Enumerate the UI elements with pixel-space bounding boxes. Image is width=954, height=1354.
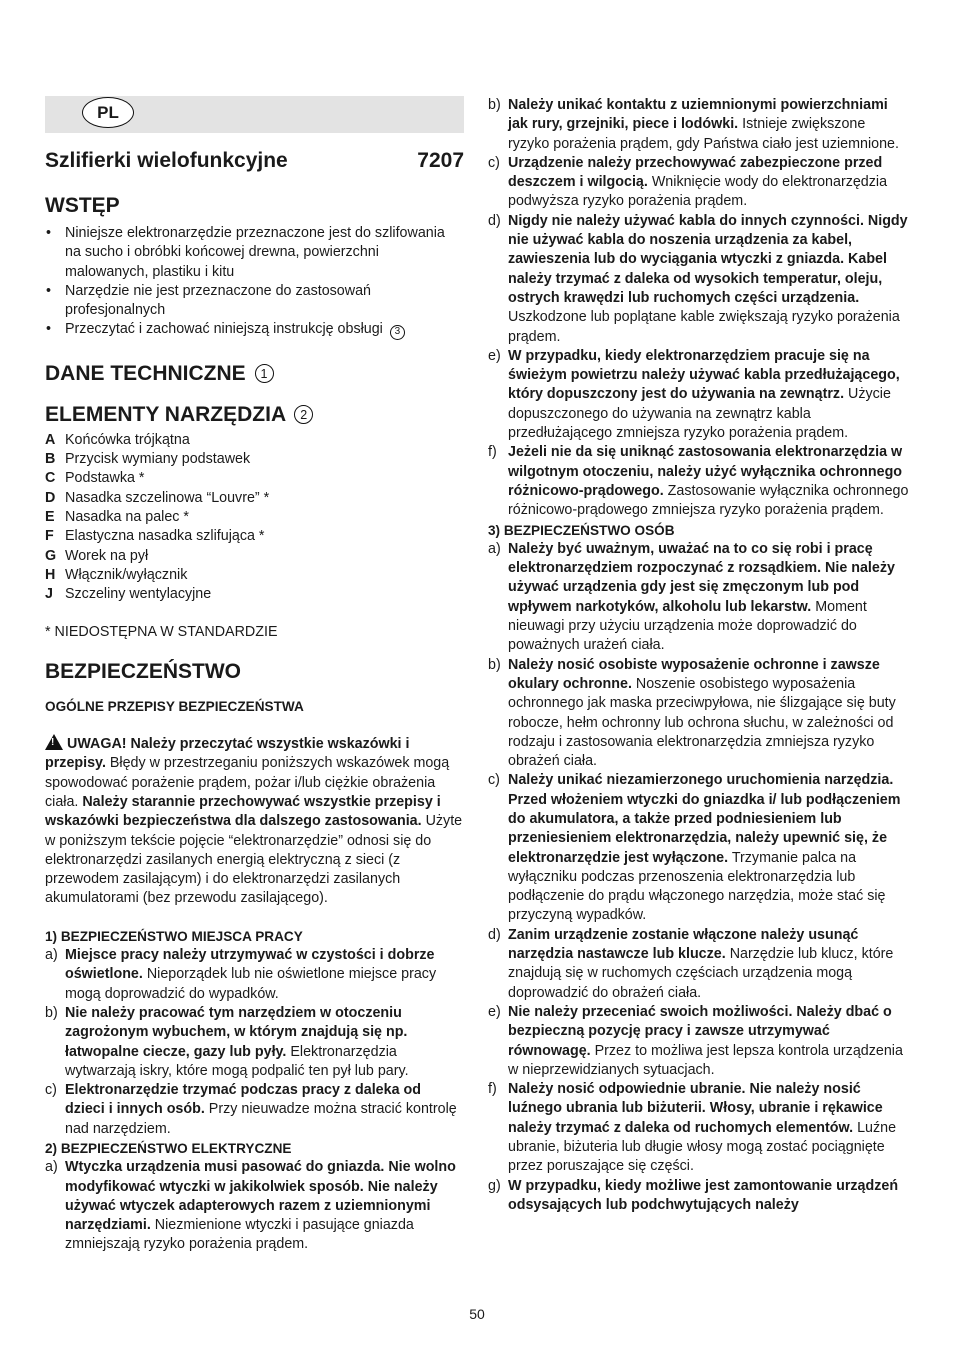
list-item: f) Należy nosić odpowiednie ubranie. Nie należy nosić luźnego ubrania lub biżuterii. Włosy, ubranie i rękawice należy trzymać z daleka od ruchomych elementów. Luźne ubranie, biżuteria lub długie włosy mogą zostać pociągnięte przez poruszające się części. — [488, 1081, 897, 1175]
heading-tech-data: DANE TECHNICZNE 1 — [45, 361, 464, 387]
list-item: D Nasadka szczelinowa “Louvre” * — [45, 489, 270, 506]
list-item: A Końcówka trójkątna — [45, 431, 190, 448]
list-item: F Elastyczna nasadka szlifująca * — [45, 528, 265, 545]
figure-ref-1: 1 — [255, 364, 274, 383]
list-item: d) Zanim urządzenie zostanie włączone należy usunąć narzędzia nastawcze lub klucze. Narzędzie lub klucz, które znajdują się w ruchomych częściach urządzenia mogą doprowadzić do obrażeń ciała. — [488, 926, 894, 1001]
figure-ref-3: 3 — [390, 325, 405, 340]
not-standard-note: * NIEDOSTĘPNA W STANDARDZIE — [45, 624, 278, 641]
list-item: H Włącznik/wyłącznik — [45, 566, 188, 583]
heading-elements: ELEMENTY NARZĘDZIA 2 — [45, 402, 464, 428]
page-number: 50 — [469, 1306, 485, 1322]
intro-list — [45, 224, 464, 340]
section-personal-title: 3) BEZPIECZEŃSTWO OSÓB — [488, 522, 675, 538]
general-rules-title: OGÓLNE PRZEPISY BEZPIECZEŃSTWA — [45, 698, 304, 714]
list-item: a) Należy być uważnym, uważać na to co się robi i pracę elektronarzędziem rozpoczynać z rozsądkiem. Nie należy używać urządzenia gdy jest się zmęczonym lub pod wpływem narkotyków, alkoholu lub lekarstw. Moment nieuwagi przy użyciu urządzenia może doprowadzić do poważnych urażeń ciała. — [488, 540, 895, 654]
list-item: b) Należy nosić osobiste wyposażenie ochronne i zawsze okulary ochronne. Noszenie osobistego wyposażenia ochronnego jak maska przeciwpyłowa, nie ślizgające się buty robocze, hełm ochronny lub ochrona słuchu, w zależności od rodzaju i zastosowania elektronarzędzia zmniejsza ryzyko obrażeń ciała. — [488, 656, 896, 770]
language-badge: PL — [82, 97, 134, 128]
document-title: Szlifierki wielofunkcyjne — [45, 149, 288, 172]
list-item: • Przeczytać i zachować niniejszą instrukcję obsługi 3 — [45, 320, 464, 339]
list-item: a) Wtyczka urządzenia musi pasować do gniazda. Nie wolno modyfikować wtyczki w jakikolwiek sposób. Nie należy używać wtyczek adapterowych razem z uziemnionymi narzędziami. Niezmienione wtyczki i pasujące gniazda zmniejszają ryzyko porażenia prądem. — [45, 1159, 456, 1253]
list-item: g) W przypadku, kiedy możliwe jest zamontowanie urządzeń odsysających lub podchwytujących należy — [488, 1177, 899, 1213]
list-item: E Nasadka na palec * — [45, 508, 189, 525]
list-item: J Szczeliny wentylacyjne — [45, 586, 212, 603]
list-item: c) Elektronarzędzie trzymać podczas pracy z daleka od dzieci i innych osób. Przy nieuwadze można stracić kontrolę nad narzędziem. — [45, 1082, 457, 1137]
list-item: c) Urządzenie należy przechowywać zabezpieczone przed deszczem i wilgocią. Wniknięcie wody do elektronarzędzia podwyższa ryzyko porażenia prądem. — [488, 154, 888, 210]
list-item: • Narzędzie nie jest przeznaczone do zastosowań profesjonalnych — [45, 282, 464, 321]
list-item: • Niniejsze elektronarzędzie przeznaczone jest do szlifowania na sucho i obróbki końcowej drewna, powierzchni malowanych, plastiku i kitu — [45, 224, 464, 282]
section-electrical-title: 2) BEZPIECZEŃSTWO ELEKTRYCZNE — [45, 1140, 292, 1156]
right-column — [488, 96, 910, 1215]
list-item: e) Nie należy przeceniać swoich możliwości. Należy dbać o bezpieczną pozycję pracy i zawsze utrzymywać równowagę. Przez to możliwa jest lepsza kontrola urządzenia w nieprzewidzianych sytuacjach. — [488, 1003, 903, 1078]
list-item: b) Należy unikać kontaktu z uziemnionymi powierzchniami jak rury, grzejniki, piece i lodówki. Istnieje zwiększone ryzyko porażenia prądem, gdy Państwa ciało jest uziemnione. — [488, 97, 899, 152]
list-item: b) Nie należy pracować tym narzędziem w otoczeniu zagrożonym wybuchem, w którym znajdują się np. łatwopalne ciecze, gazy lub pyły. Elektronarzędzia wytwarzają iskry, które mogą podpalić ten pył lub pary. — [45, 1004, 409, 1079]
section-work-area-title: 1) BEZPIECZEŃSTWO MIEJSCA PRACY — [45, 928, 303, 944]
list-item: d) Nigdy nie należy używać kabla do innych czynności. Nigdy nie używać kabla do noszenia urządzenia za kabel, zawieszenia lub do wyciągania wtyczki z gniazda. Kabel należy trzymać z daleka od wysokich temperatur, oleju, ostrych krawędzi lub ruchomych części urządzenia. Uszkodzone lub poplątane kable zwiększają ryzyko porażenia prądem. — [488, 212, 908, 345]
list-item: G Worek na pył — [45, 547, 149, 564]
left-column — [45, 96, 464, 1255]
parts-list — [45, 431, 464, 605]
list-item: e) W przypadku, kiedy elektronarzędziem pracuje się na świeżym powietrzu należy używać kabla przedłużającego, który dopuszczony jest do używania na zewnątrz. Użycie dopuszczonego do używania na zewnątrz kabla przedłużającego zmniejsza ryzyko porażenia prądem. — [488, 347, 900, 442]
warning-icon — [45, 734, 63, 750]
figure-ref-2: 2 — [294, 405, 313, 424]
list-item: a) Miejsce pracy należy utrzymywać w czystości i dobrze oświetlone. Nieporządek lub nie oświetlone miejsce pracy mogą doprowadzić do wypadków. — [45, 947, 437, 1002]
list-item: c) Należy unikać niezamierzonego uruchomienia narzędzia. Przed włożeniem wtyczki do gniazdka i/ lub podłączeniem do akumulatora, a także przed podniesieniem lub przeniesieniem elektronarzędzia, należy upewnić się, że elektronarzędzie jest wyłączone. Trzymanie palca na wyłączniku podczas przenoszenia elektronarzędzia lub podłączenie do prądu włączonego narzędzia, może stać się przyczyną wypadków. — [488, 772, 901, 924]
list-item: C Podstawka * — [45, 470, 145, 487]
list-item: f) Jeżeli nie da się uniknąć zastosowania elektronarzędzia w wilgotnym otoczeniu, należy użyć wyłącznika ochronnego różnicowo-prądowego. Zastosowanie wyłącznika ochronnego różnicowo-prądowego zmniejsza ryzyko porażenia prądem. — [488, 444, 909, 519]
language-bar — [45, 96, 464, 133]
document-title-row — [45, 148, 464, 174]
model-number: 7207 — [417, 149, 464, 172]
heading-intro: WSTĘP — [45, 194, 120, 217]
heading-safety: BEZPIECZEŃSTWO — [45, 659, 242, 683]
list-item: B Przycisk wymiany podstawek — [45, 451, 251, 468]
warning-paragraph: !UWAGA! Należy przeczytać wszystkie wskazówki i przepisy. Błędy w przestrzeganiu poniższych wskazówek mogą spowodować porażenie prądem, pożar i/lub ciężkie obrażenia ciała. Należy starannie przechowywać wszystkie przepisy i wskazówki bezpieczeństwa dla dalszego zastosowania. Użyte w poniższym tekście pojęcie “elektronarzędzie” odnosi się do elektronarzędzi zasilanych energią elektryczną z sieci (z przewodem zasilającym) i do elektronarzędzi zasilanych akumulatorami (bez przewodu zasilającego). — [45, 734, 464, 909]
